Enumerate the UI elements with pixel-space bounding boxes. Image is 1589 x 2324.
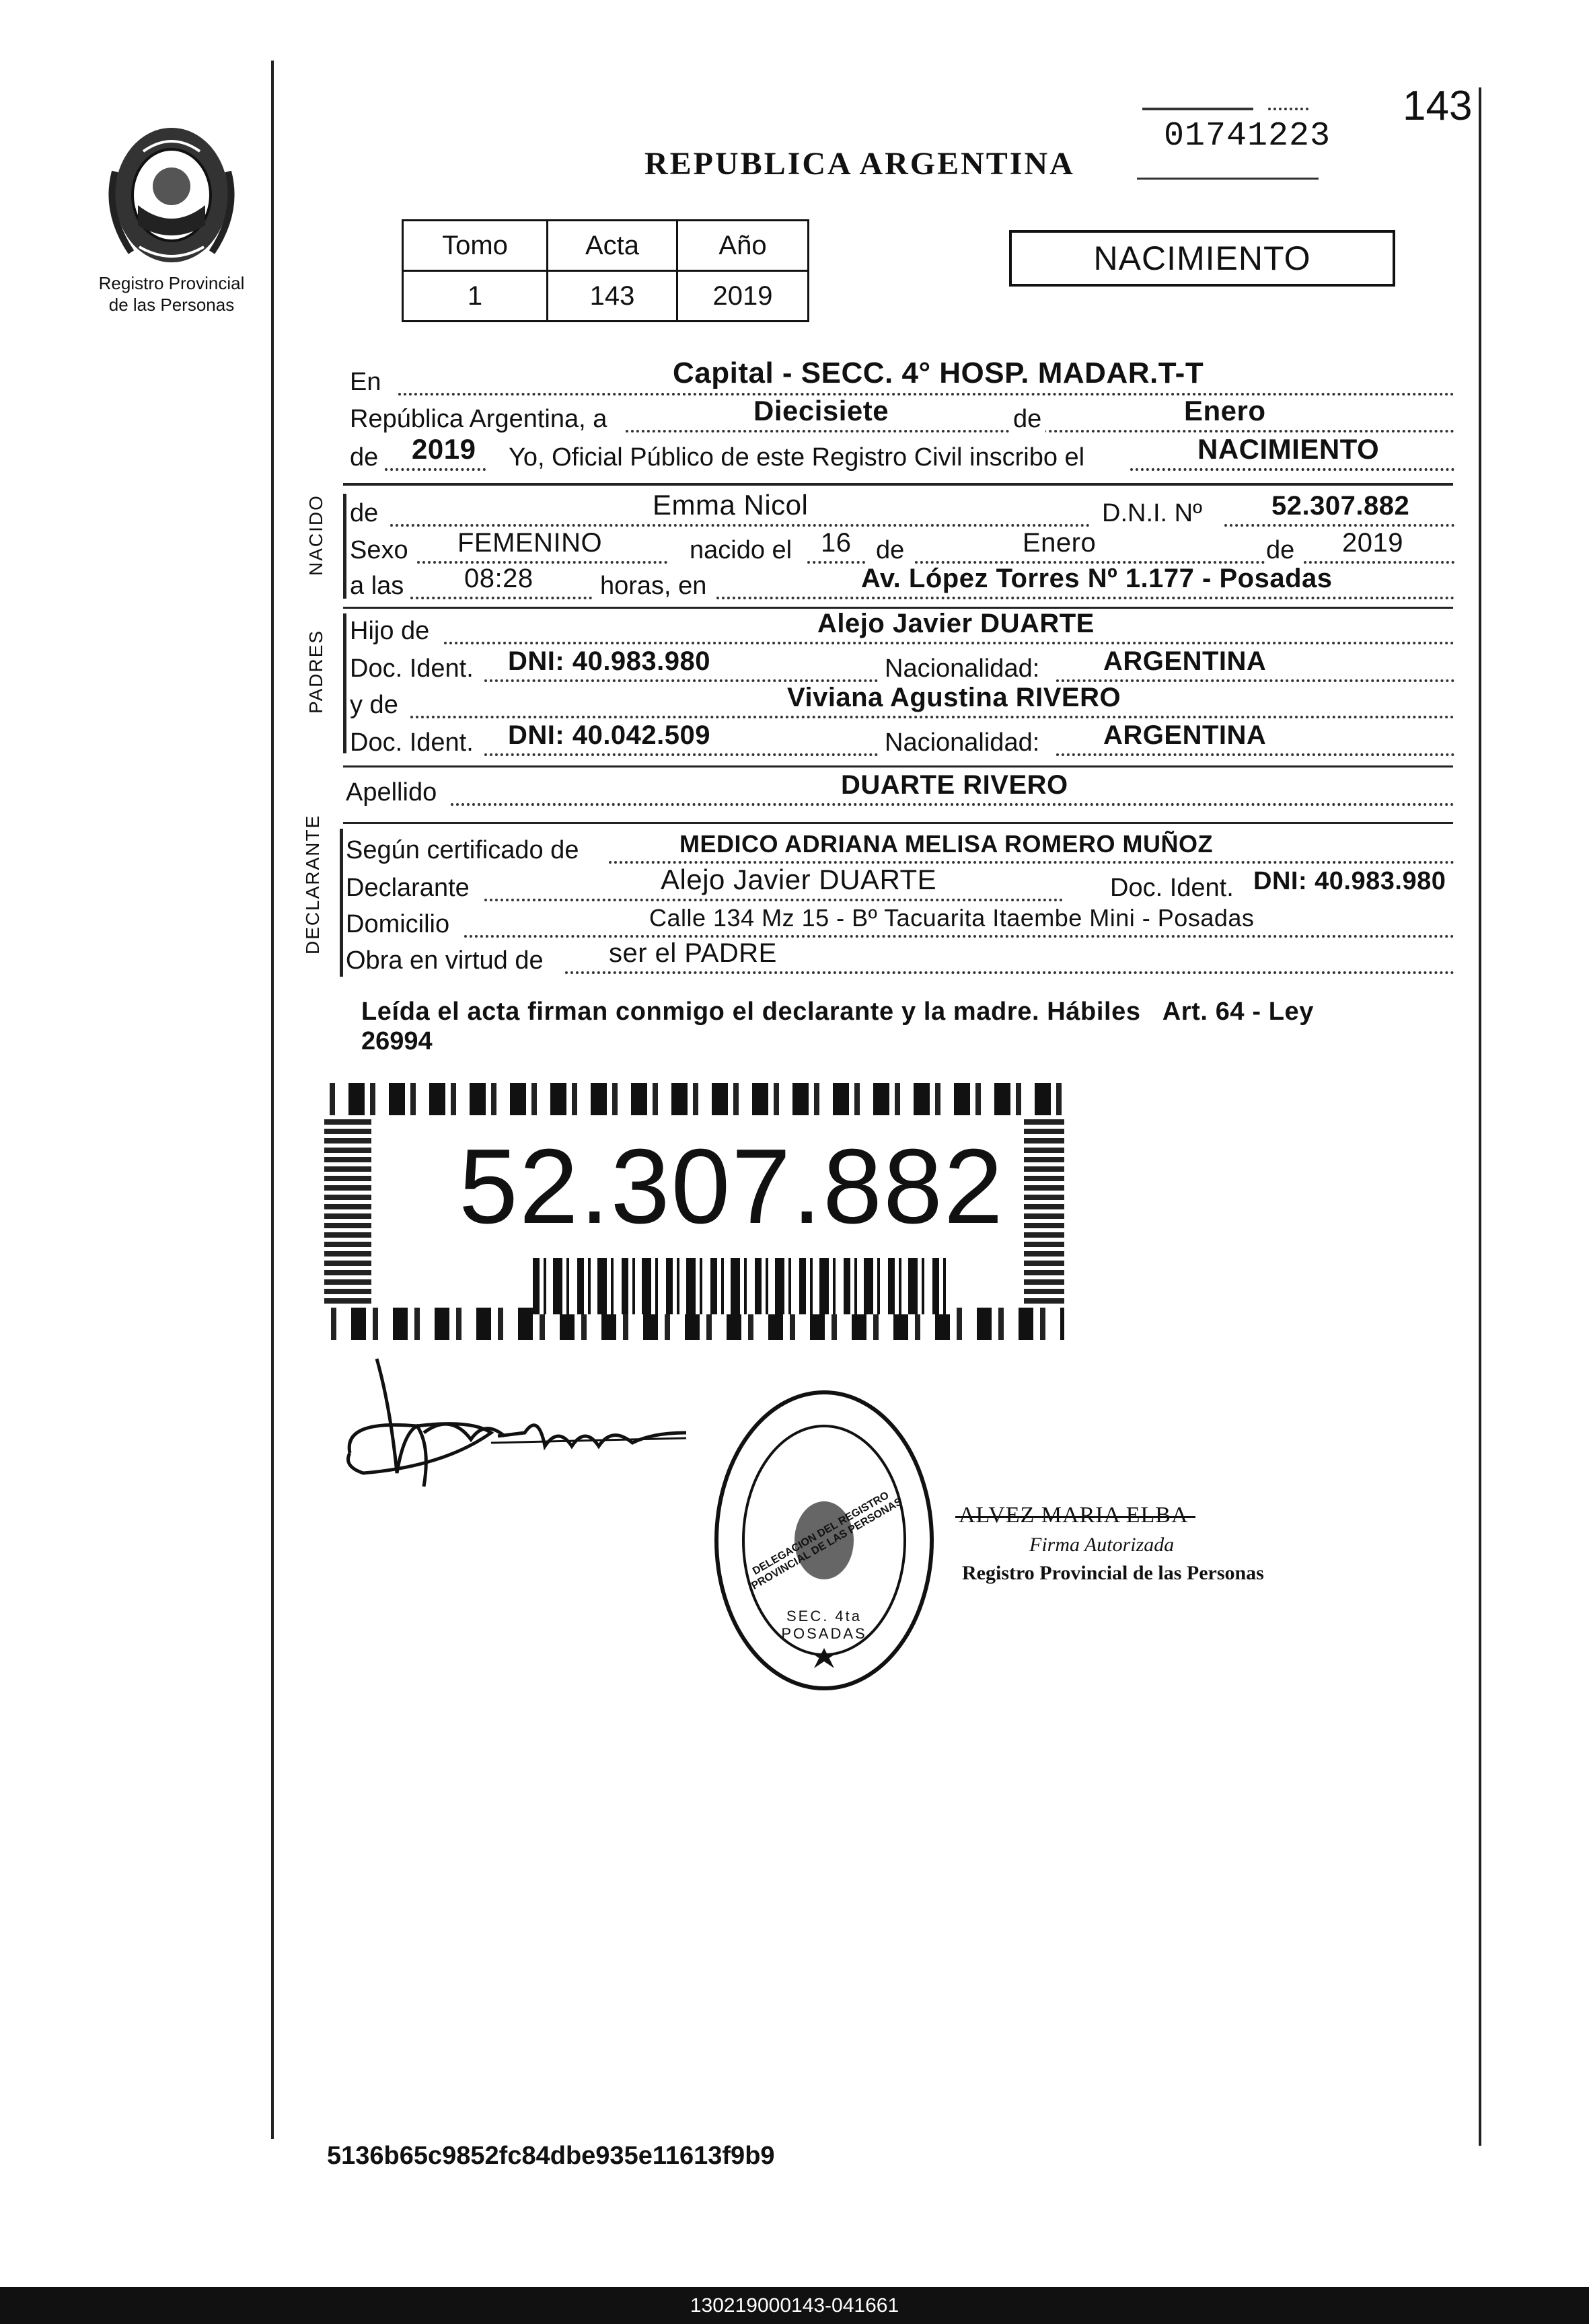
nac2-label: Nacionalidad: — [885, 728, 1040, 757]
star-icon — [814, 1648, 834, 1668]
declarant-name: Alejo Javier DUARTE — [661, 864, 937, 895]
line-yo — [350, 433, 1454, 476]
logo-caption-line1: Registro Provincial — [98, 273, 245, 293]
domicilio-label: Domicilio — [346, 910, 450, 938]
registry-meta-table — [402, 219, 809, 322]
declarante-label: Declarante — [346, 874, 470, 902]
line-declarante — [346, 864, 1454, 907]
father-name: Alejo Javier DUARTE — [817, 609, 1095, 638]
dni-sticker-number: 52.307.882 — [459, 1127, 1004, 1246]
signer-name: ALVEZ MARIA ELBA — [959, 1503, 1189, 1528]
section-rule-1 — [343, 483, 1453, 486]
tomo-value: 1 — [403, 271, 548, 322]
child-dni: 52.307.882 — [1271, 491, 1410, 521]
registration-year: 2019 — [412, 433, 476, 465]
address-value: Calle 134 Mz 15 - Bº Tacuarita Itaembe Mini - Posadas — [649, 904, 1255, 932]
place-value: Capital - SECC. 4° HOSP. MADAR.T-T — [673, 357, 1204, 389]
mother-dni: DNI: 40.042.509 — [508, 720, 711, 750]
apellido-label: Apellido — [346, 778, 437, 807]
surname-value: DUARTE RIVERO — [841, 770, 1068, 800]
acta-value: 143 — [548, 271, 677, 322]
sex-value: FEMENINO — [457, 528, 603, 558]
section-rule-3 — [343, 765, 1453, 767]
misiones-coat-of-arms-icon — [91, 124, 252, 269]
province-logo — [91, 124, 252, 269]
signer-org: Registro Provincial de las Personas — [962, 1562, 1264, 1584]
closing-text-2: 26994 — [361, 1027, 433, 1055]
logo-caption-line2: de las Personas — [108, 295, 235, 315]
line-republica — [350, 395, 1454, 438]
page-title: REPUBLICA ARGENTINA — [644, 146, 1075, 182]
line-doc2 — [350, 720, 1454, 761]
nacido-de2-label: de — [1266, 536, 1295, 564]
stamp-ring-text: DELEGACION DEL REGISTRO PROVINCIAL DE LAS PERSONAS — [749, 1489, 905, 1592]
line-yde — [350, 683, 1454, 724]
line-nacido-de — [350, 489, 1454, 532]
certificate-issuer: MEDICO ADRIANA MELISA ROMERO MUÑOZ — [679, 830, 1213, 858]
nacido-de1-label: de — [876, 536, 905, 564]
document-type-box — [1009, 230, 1395, 287]
birth-time: 08:28 — [464, 564, 533, 593]
serial-number: 01741223 — [1164, 117, 1331, 155]
line-alas — [350, 564, 1454, 605]
dni-sticker — [324, 1083, 1064, 1340]
horas-label: horas, en — [600, 572, 707, 600]
segun-label: Según certificado de — [346, 836, 579, 864]
footer-id: 130219000143-041661 — [690, 2294, 899, 2317]
page-number: 143 — [1403, 83, 1473, 129]
decl-doc-label: Doc. Ident. — [1110, 874, 1234, 902]
alas-label: a las — [350, 572, 404, 600]
acta-header: Acta — [548, 221, 677, 271]
yde-label: y de — [350, 691, 398, 719]
section-label-padres: PADRES — [305, 629, 326, 714]
dni-label: D.N.I. Nº — [1102, 499, 1202, 527]
act-type-value: NACIMIENTO — [1197, 433, 1380, 465]
section-label-nacido: NACIDO — [305, 494, 326, 576]
birth-day: 16 — [821, 528, 852, 558]
nacido-el-label: nacido el — [690, 536, 792, 564]
anio-value: 2019 — [677, 271, 809, 322]
tomo-header: Tomo — [403, 221, 548, 271]
signer-role: Firma Autorizada — [1029, 1534, 1175, 1556]
line-hijo — [350, 609, 1454, 650]
obra-label: Obra en virtud de — [346, 946, 544, 975]
section-label-declarante: DECLARANTE — [302, 814, 323, 954]
right-margin-line — [1479, 87, 1481, 2146]
serial-box — [1137, 108, 1331, 182]
registration-month: Enero — [1184, 395, 1266, 426]
de-label: de — [350, 443, 379, 472]
anio-header: Año — [677, 221, 809, 271]
declarant-dni: DNI: 40.983.980 — [1253, 867, 1446, 895]
republica-label: República Argentina, a — [350, 405, 607, 433]
doc1-label: Doc. Ident. — [350, 654, 474, 683]
registration-day: Diecisiete — [753, 395, 889, 426]
yo-text: Yo, Oficial Público de este Registro Civil inscribo el — [509, 443, 1085, 472]
official-stamp — [710, 1386, 938, 1695]
dni-barcode-icon — [533, 1258, 950, 1314]
dni-sticker-panel — [371, 1115, 1024, 1308]
basis-value: ser el PADRE — [609, 938, 777, 968]
en-label: En — [350, 368, 381, 396]
birth-year: 2019 — [1342, 528, 1403, 558]
line-domicilio — [346, 904, 1454, 943]
footer-bar — [0, 2287, 1589, 2324]
line-apellido — [346, 770, 1454, 811]
child-name: Emma Nicol — [653, 489, 809, 521]
father-nationality: ARGENTINA — [1103, 646, 1267, 676]
hijo-label: Hijo de — [350, 617, 430, 645]
doc2-label: Doc. Ident. — [350, 728, 474, 757]
line-obra — [346, 938, 1454, 979]
line-en — [350, 357, 1454, 401]
section-rule-4 — [343, 822, 1453, 824]
document-type: NACIMIENTO — [1093, 239, 1311, 277]
line-doc1 — [350, 646, 1454, 687]
republica-de-label: de — [1009, 405, 1045, 434]
nacido-de-label: de — [350, 499, 379, 527]
document-hash: 5136b65c9852fc84dbe935e11613f9b9 — [327, 2142, 775, 2170]
father-dni: DNI: 40.983.980 — [508, 646, 711, 676]
birth-month: Enero — [1023, 528, 1097, 558]
handwritten-signature-icon — [336, 1352, 713, 1507]
mother-nationality: ARGENTINA — [1103, 720, 1267, 750]
birth-place: Av. López Torres Nº 1.177 - Posadas — [861, 564, 1333, 593]
closing-text-1: Leída el acta firman conmigo el declarante y la madre. Hábiles Art. 64 - Ley — [361, 998, 1315, 1026]
nac1-label: Nacionalidad: — [885, 654, 1040, 683]
stamp-inner-text: SEC. 4ta POSADAS — [781, 1608, 867, 1642]
left-margin-line — [271, 61, 274, 2139]
signature-drawing — [336, 1352, 713, 1507]
mother-name: Viviana Agustina RIVERO — [787, 683, 1121, 712]
sexo-label: Sexo — [350, 536, 408, 564]
